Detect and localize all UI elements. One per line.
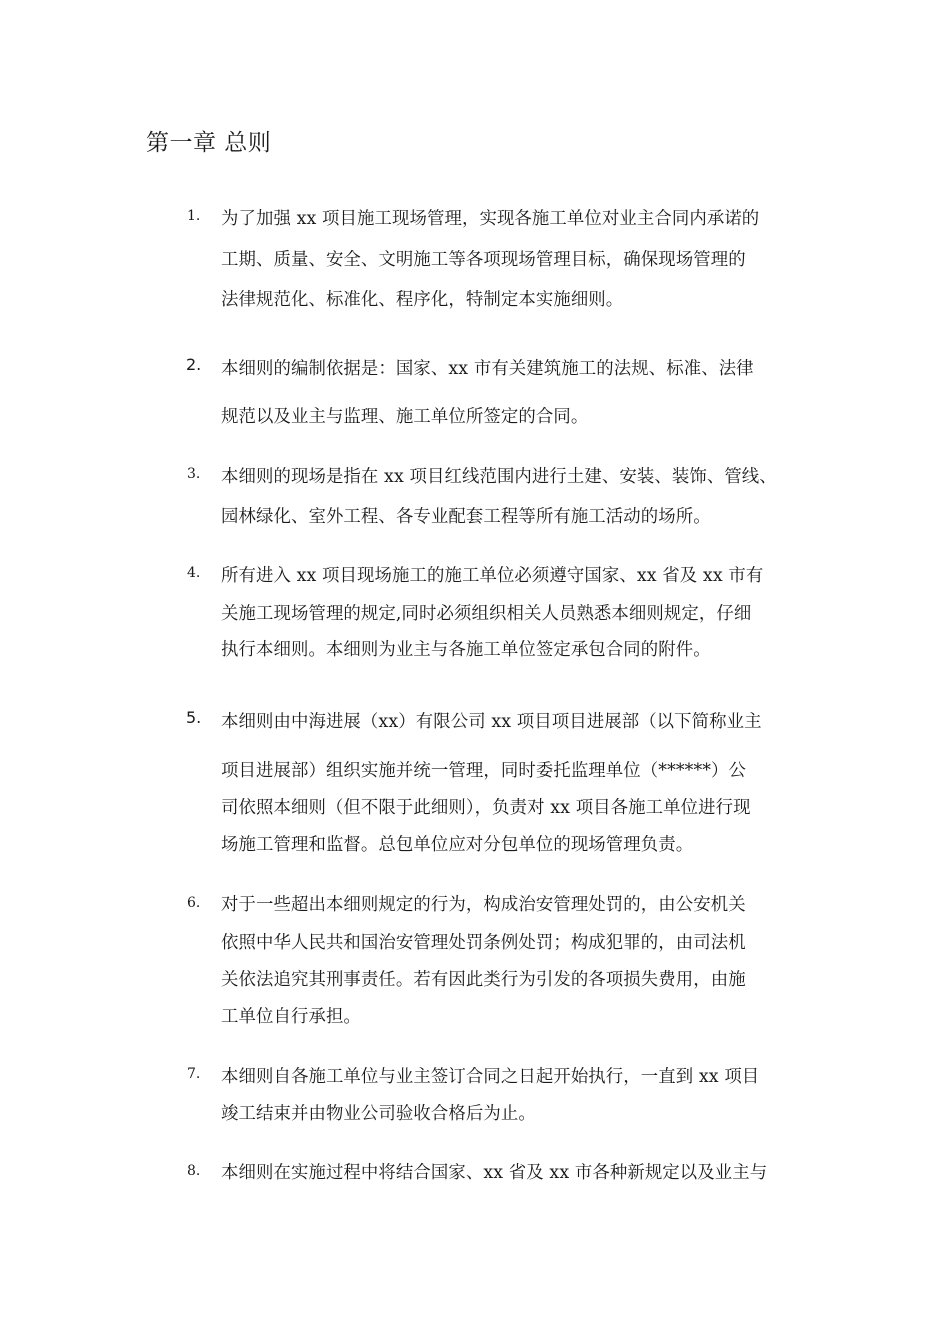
item-text-line: 本细则由中海进展（xx）有限公司 xx 项目项目进展部（以下简称业主: [221, 712, 762, 732]
item-text-line: 场施工管理和监督。总包单位应对分包单位的现场管理负责。: [221, 835, 694, 855]
item-text-line: 项目进展部）组织实施并统一管理，同时委托监理单位（******）公: [221, 761, 747, 781]
chapter-title: 第一章 总则: [146, 130, 272, 156]
item-number: 8.: [187, 1163, 201, 1179]
item-text-line: 执行本细则。本细则为业主与各施工单位签定承包合同的附件。: [221, 640, 711, 660]
item-text-line: 依照中华人民共和国治安管理处罚条例处罚；构成犯罪的，由司法机: [221, 933, 746, 953]
item-text-line: 工单位自行承担。: [221, 1007, 361, 1027]
item-text-line: 本细则的编制依据是：国家、xx 市有关建筑施工的法规、标准、法律: [221, 359, 754, 379]
item-text-line: 关依法追究其刑事责任。若有因此类行为引发的各项损失费用，由施: [221, 970, 746, 990]
item-text-line: 司依照本细则（但不限于此细则），负责对 xx 项目各施工单位进行现: [221, 798, 751, 818]
item-text-line: 规范以及业主与监理、施工单位所签定的合同。: [221, 407, 589, 427]
item-text-line: 本细则在实施过程中将结合国家、xx 省及 xx 市各种新规定以及业主与: [221, 1163, 768, 1183]
item-number: 2.: [186, 355, 202, 374]
item-text-line: 本细则的现场是指在 xx 项目红线范围内进行土建、安装、装饰、管线、: [221, 467, 777, 487]
item-number: 4.: [187, 565, 201, 581]
item-text-line: 对于一些超出本细则规定的行为，构成治安管理处罚的，由公安机关: [221, 895, 746, 915]
item-text-line: 工期、质量、安全、文明施工等各项现场管理目标，确保现场管理的: [221, 250, 746, 270]
item-number: 5.: [186, 708, 202, 727]
item-text-line: 本细则自各施工单位与业主签订合同之日起开始执行，一直到 xx 项目: [221, 1067, 760, 1087]
item-number: 6.: [187, 895, 201, 911]
item-number: 1.: [187, 208, 201, 224]
item-text-line: 为了加强 xx 项目施工现场管理，实现各施工单位对业主合同内承诺的: [221, 209, 760, 229]
item-text-line: 所有进入 xx 项目现场施工的施工单位必须遵守国家、xx 省及 xx 市有: [221, 566, 764, 586]
item-number: 3.: [187, 466, 201, 482]
item-text-line: 园林绿化、室外工程、各专业配套工程等所有施工活动的场所。: [221, 507, 711, 527]
item-text-line: 关施工现场管理的规定,同时必须组织相关人员熟悉本细则规定，仔细: [221, 604, 752, 624]
item-number: 7.: [187, 1066, 201, 1082]
item-text-line: 竣工结束并由物业公司验收合格后为止。: [221, 1104, 536, 1124]
item-text-line: 法律规范化、标准化、程序化，特制定本实施细则。: [221, 290, 624, 310]
